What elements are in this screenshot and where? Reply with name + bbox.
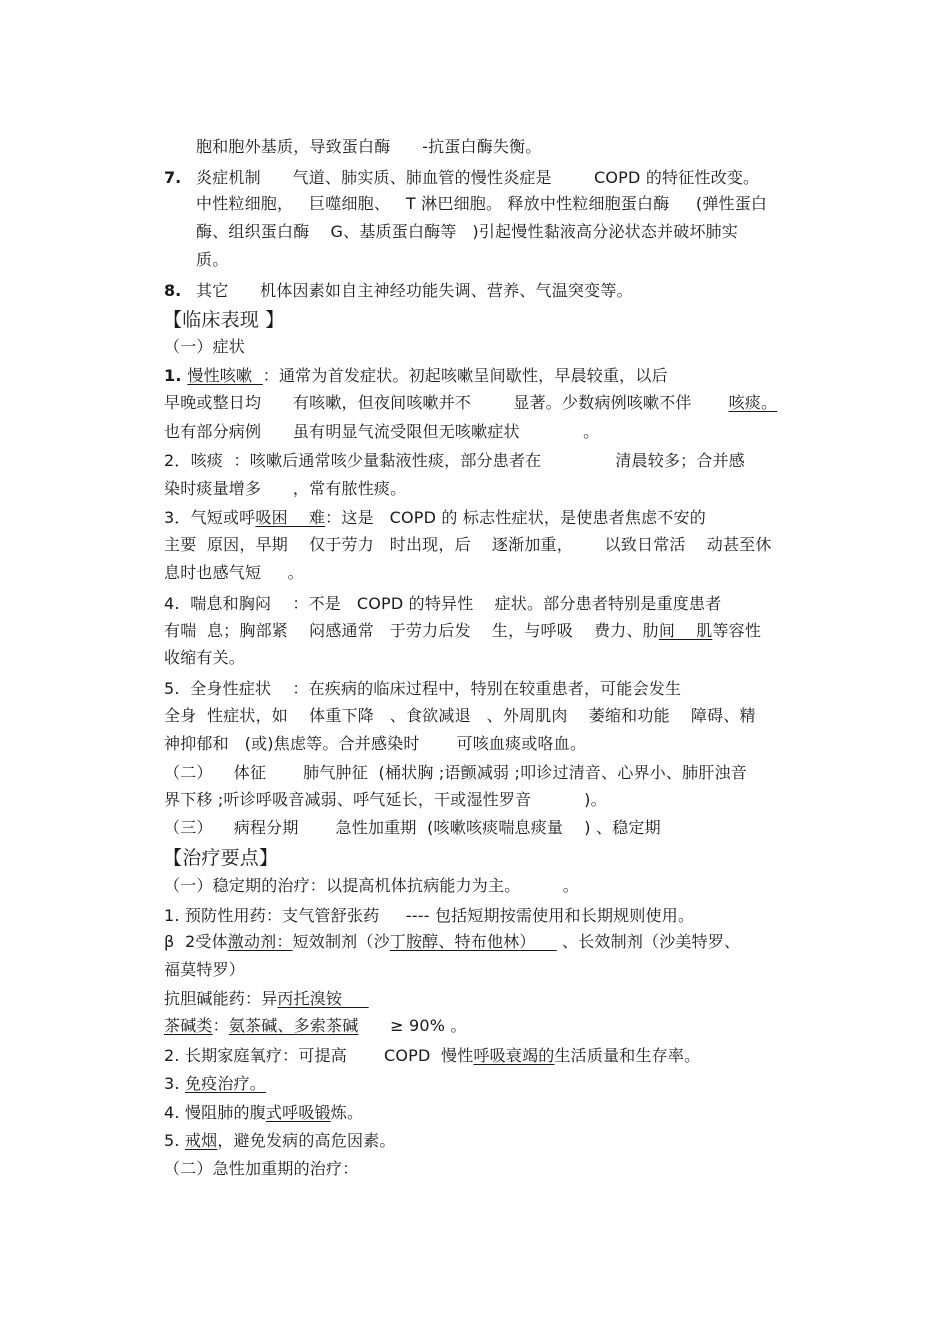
text-line: （二） 体征 肺气肿征 (桶状胸 ;语颤减弱 ;叩诊过清音、心界小、肺肝浊音 (164, 763, 747, 782)
text-line: 中性粒细胞， 巨噬细胞、 T 淋巴细胞。 释放中性粒细胞蛋白酶 (弹性蛋白 (196, 194, 768, 213)
subsection-heading: （一）稳定期的治疗：以提高机体抗病能力为主。 。 (164, 876, 579, 895)
text-line: 收缩有关。 (164, 648, 246, 667)
underlined-term: 激动剂： (227, 932, 293, 951)
list-number: 1. (164, 366, 188, 385)
text-span: 3. (164, 1074, 185, 1093)
text-line (164, 508, 706, 528)
underlined-term: 丁胺醇、特布他林） (389, 932, 557, 951)
underlined-term: 呼吸衰竭的 (473, 1046, 555, 1065)
section-heading: 【治疗要点】 (163, 847, 279, 869)
text-line (164, 1103, 363, 1123)
text-line: 炎症机制 气道、肺实质、肺血管的慢性炎症是 COPD 的特征性改变。 (196, 168, 760, 187)
text-span: 有喘 息；胸部紧 闷感通常 于劳力后发 生，与呼吸 费力、肋 (164, 621, 659, 640)
text-span: 抗胆碱能药：异 (164, 989, 278, 1008)
text-line (164, 1046, 700, 1066)
section-heading: 【临床表现 】 (163, 309, 285, 331)
text-span: 短效制剂（沙 (292, 932, 390, 951)
text-line: 1. 预防性用药：支气管舒张药 ---- 包括短期按需使用和长期规则使用。 (164, 906, 695, 925)
underlined-term: 戒烟 (184, 1131, 218, 1150)
text-line (164, 1016, 467, 1036)
text-line: 福莫特罗） (164, 960, 246, 979)
underlined-term: 式呼吸锻 (265, 1103, 331, 1122)
text-line: 息时也感气短 。 (164, 563, 304, 582)
text-span: 4. 慢阻肺的腹 (164, 1103, 266, 1122)
text-span: ：这是 COPD 的 标志性症状，是使患者焦虑不安的 (325, 508, 706, 527)
text-line: 神抑郁和 (或)焦虑等。合并感染时 可咳血痰或咯血。 (164, 734, 587, 753)
text-span: ，避免发病的高危因素。 (217, 1131, 396, 1150)
text-span: 2. 长期家庭氧疗：可提高 COPD 慢性 (164, 1046, 474, 1065)
text-line: 酶、组织蛋白酶 G、基质蛋白酶等 )引起慢性黏液高分泌状态并破坏肺实 (196, 222, 739, 241)
text-span: 5. (164, 1131, 185, 1150)
text-line (164, 621, 761, 641)
text-line (164, 393, 777, 413)
text-line (164, 932, 740, 952)
text-line: 5. 全身性症状 ：在疾病的临床过程中，特别在较重患者，可能会发生 (164, 679, 682, 698)
underlined-term: 丙托溴铵 (277, 989, 369, 1008)
text-line: 4. 喘息和胸闷 ：不是 COPD 的特异性 症状。部分患者特别是重度患者 (164, 594, 722, 613)
text-span: ：通常为首发症状。初起咳嗽呈间歇性，早晨较重，以后 (262, 366, 668, 385)
item-number: 7. (164, 168, 182, 187)
text-span: 早晚或整日均 有咳嗽，但夜间咳嗽并不 显著。少数病例咳嗽不伴 (164, 393, 729, 412)
text-line (164, 366, 668, 386)
text-line (164, 1131, 396, 1151)
text-line (164, 1074, 266, 1094)
text-line: 其它 机体因素如自主神经功能失调、营养、气温突变等。 (196, 281, 633, 300)
text-line: 也有部分病例 虽有明显气流受限但无咳嗽症状 。 (164, 422, 600, 441)
text-line: 质。 (196, 250, 229, 269)
underlined-term: 茶碱类 (164, 1016, 213, 1035)
text-line: 主要 原因，早期 仅于劳力 时出现，后 逐渐加重， 以致日常活 动甚至休 (164, 535, 772, 554)
text-line: （三） 病程分期 急性加重期 (咳嗽咳痰喘息痰量 ) 、稳定期 (164, 818, 661, 837)
text-span: 生活质量和生存率。 (554, 1046, 701, 1065)
text-span: 3．气短或呼 (164, 508, 256, 527)
text-span: 、长效制剂（沙美特罗、 (556, 932, 741, 951)
text-span: ≥ 90% 。 (358, 1016, 467, 1035)
text-line: 胞和胞外基质，导致蛋白酶 -抗蛋白酶失衡。 (196, 137, 542, 156)
text-line: 界下移 ;听诊呼吸音减弱、呼气延长，干或湿性罗音 )。 (164, 790, 607, 809)
text-span: 等容性 (712, 621, 762, 640)
subsection-heading: （二）急性加重期的治疗： (164, 1159, 359, 1178)
text-span: ： (212, 1016, 229, 1035)
text-line: 染时痰量增多 ，常有脓性痰。 (164, 479, 407, 498)
text-span: 炼。 (330, 1103, 364, 1122)
item-number: 8. (164, 281, 182, 300)
underlined-term: 吸困 难 (255, 508, 326, 527)
subsection-heading: （一）症状 (164, 337, 246, 356)
underlined-term: 咳痰。 (728, 393, 778, 412)
underlined-term: 间 肌 (658, 621, 713, 640)
text-line (164, 989, 369, 1009)
text-line: 全身 性症状，如 体重下降 、食欲减退 、外周肌肉 萎缩和功能 障碍、精 (164, 706, 756, 725)
underlined-term: 慢性咳嗽 (187, 366, 263, 385)
underlined-term: 氨茶碱、多索茶碱 (228, 1016, 359, 1035)
text-span: β 2受体 (164, 932, 228, 951)
underlined-term: 免疫治疗。 (184, 1074, 266, 1093)
text-line: 2．咳痰 ：咳嗽后通常咳少量黏液性痰，部分患者在 清晨较多；合并感 (164, 451, 745, 470)
